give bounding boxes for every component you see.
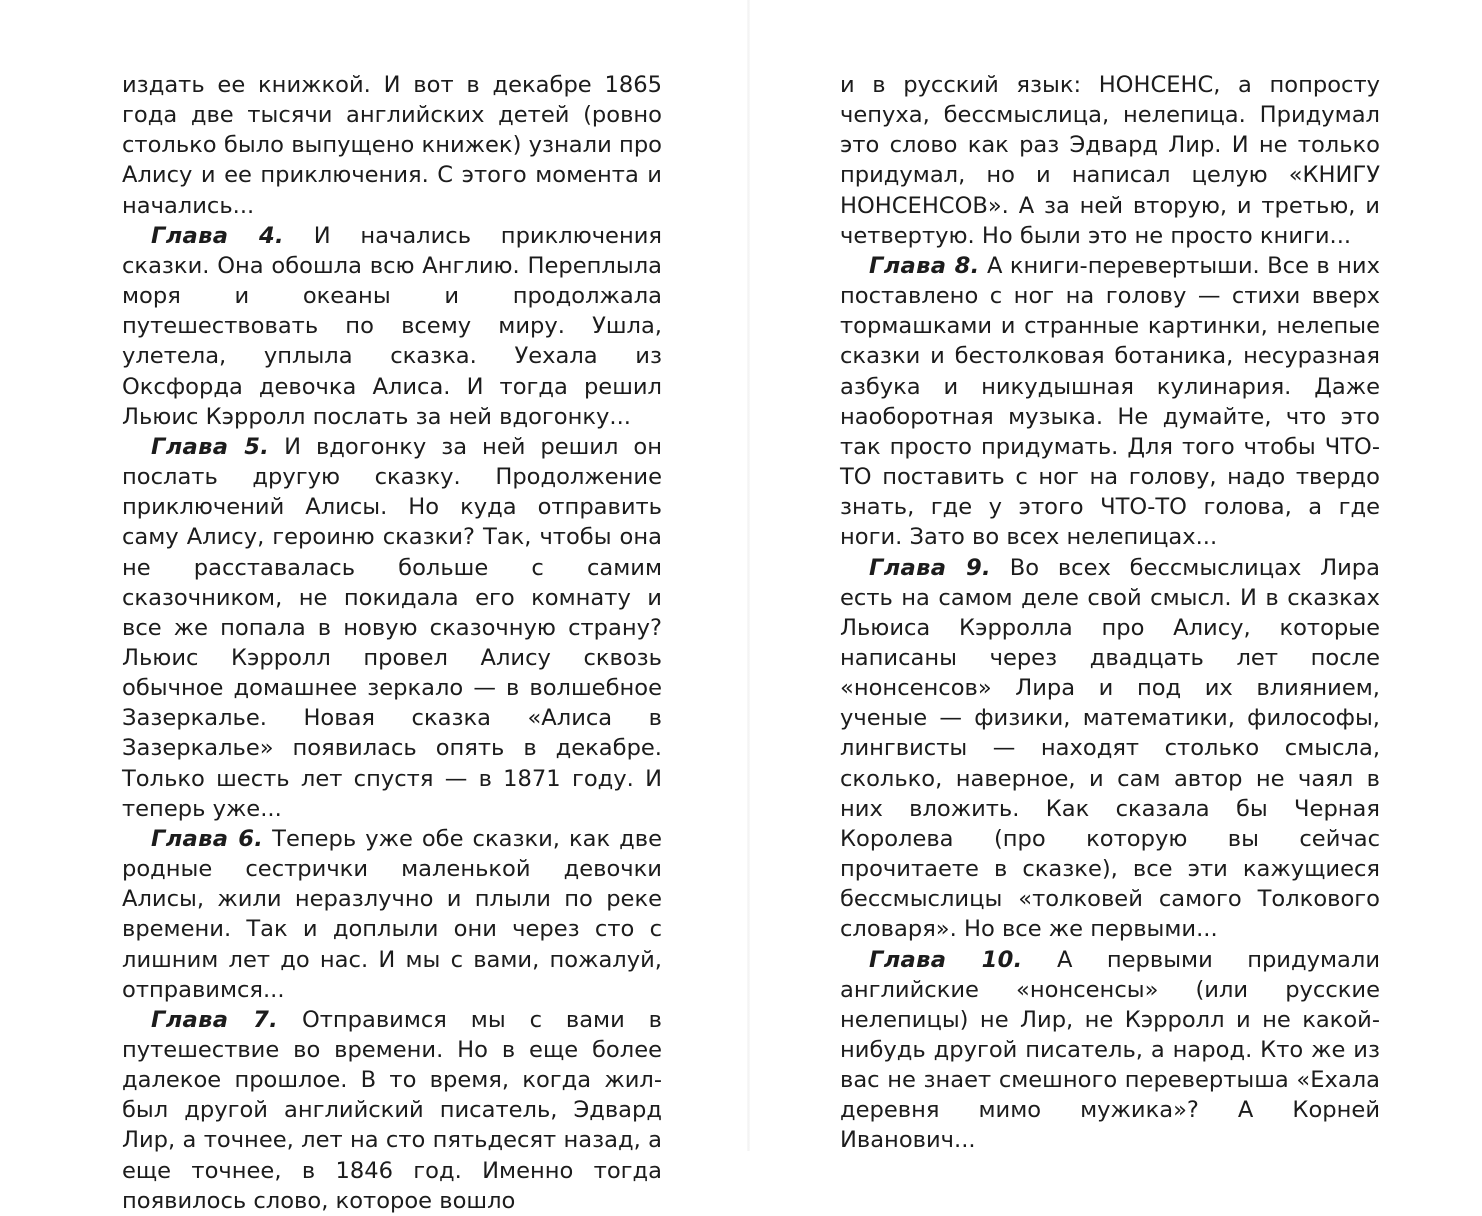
chapter-heading: Глава 8. (869, 252, 980, 279)
paragraph (122, 432, 662, 824)
paragraph-text: и в русский язык: НОНСЕНС, а попросту чепуха, бессмыслица, нелепица. Придумал это слово как раз Эдвард Лир. И не только придумал, но и написал целую «КНИГУ НОНСЕНСОВ». А за ней вторую, и третью, и четвертую. Но были это не просто книги... (840, 72, 1380, 249)
chapter-heading: Глава 4. (151, 222, 284, 249)
paragraph (122, 221, 662, 432)
paragraph-text: И вдогонку за ней решил он послать другую сказку. Продолжение приключений Алисы. Но куда отправить саму Алису, героиню сказки? Так, чтобы она не расставалась больше с самим сказочником, не покидала его комнату и все же попала в новую сказочную страну? Льюис Кэрролл провел Алису сквозь обычное домашнее зеркало — в волшебное Зазеркалье. Новая сказка «Алиса в Зазеркалье» появилась опять в декабре. Только шесть лет спустя — в 1871 году. И теперь уже... (122, 433, 662, 822)
chapter-heading: Глава 9. (869, 554, 991, 581)
paragraph (840, 945, 1380, 1156)
paragraph-text: Отправимся мы с вами в путешествие во времени. Но в еще более далекое прошлое. В то время, когда жил-был другой английский писатель, Эдвард Лир, а точнее, лет на сто пятьдесят назад, а еще точнее, в 1846 год. Именно тогда появилось слово, которое вошло (122, 1006, 663, 1214)
left-page (122, 70, 662, 1216)
chapter-heading: Глава 6. (151, 825, 264, 852)
paragraph-text: А первыми придумали английские «нонсенсы» (или русские нелепицы) не Лир, не Кэрролл и не какой-нибудь другой писатель, а народ. Кто же из вас не знает смешного перевертыша «Ехала деревня мимо мужика»? А Корней Иванович... (840, 946, 1380, 1154)
paragraph-text: Во всех бессмыслицах Лира есть на самом деле свой смысл. И в сказках Льюиса Кэрролла про Алису, которые написаны через двадцать лет после «нонсенсов» Лира и под их влиянием, ученые — физики, математики, философы, лингвисты — находят столько смысла, сколько, наверное, и сам автор не чаял в них вложить. Как сказала бы Черная Королева (про которую вы сейчас прочитаете в сказке), все эти кажущиеся бессмыслицы «толковей самого Толкового словаря». Но все же первыми... (840, 554, 1380, 943)
right-page (840, 70, 1380, 1156)
chapter-heading: Глава 5. (151, 433, 270, 460)
paragraph (122, 70, 662, 221)
page-gutter (747, 0, 750, 1151)
paragraph-text: Теперь уже обе сказки, как две родные сестрички маленькой девочки Алисы, жили неразлучно и плыли по реке времени. Так и доплыли они через сто с лишним лет до нас. И мы с вами, пожалуй, отправимся... (122, 825, 662, 1003)
chapter-heading: Глава 10. (869, 946, 1023, 973)
paragraph (122, 824, 662, 1005)
paragraph-text: издать ее книжкой. И вот в декабре 1865 года две тысячи английских детей (ровно столько было выпущено книжек) узнали про Алису и ее приключения. С этого момента и начались... (122, 72, 662, 219)
paragraph (840, 251, 1380, 553)
paragraph (840, 70, 1380, 251)
paragraph (122, 1005, 662, 1216)
paragraph-text: А книги-перевертыши. Все в них поставлено с ног на голову — стихи вверх тормашками и странные картинки, нелепые сказки и бестолковая ботаника, несуразная азбука и никудышная кулинария. Даже наоборотная музыка. Не думайте, что это так просто придумать. Для того чтобы ЧТО-ТО поставить с ног на голову, надо твердо знать, где у этого ЧТО-ТО голова, а где ноги. Зато во всех нелепицах... (840, 252, 1380, 551)
chapter-heading: Глава 7. (151, 1006, 279, 1033)
paragraph-text: И начались приключения сказки. Она обошла всю Англию. Переплыла моря и океаны и продолжала путешествовать по всему миру. Ушла, улетела, уплыла сказка. Уехала из Оксфорда девочка Алиса. И тогда решил Льюис Кэрролл послать за ней вдогонку... (122, 222, 663, 430)
paragraph (840, 553, 1380, 945)
